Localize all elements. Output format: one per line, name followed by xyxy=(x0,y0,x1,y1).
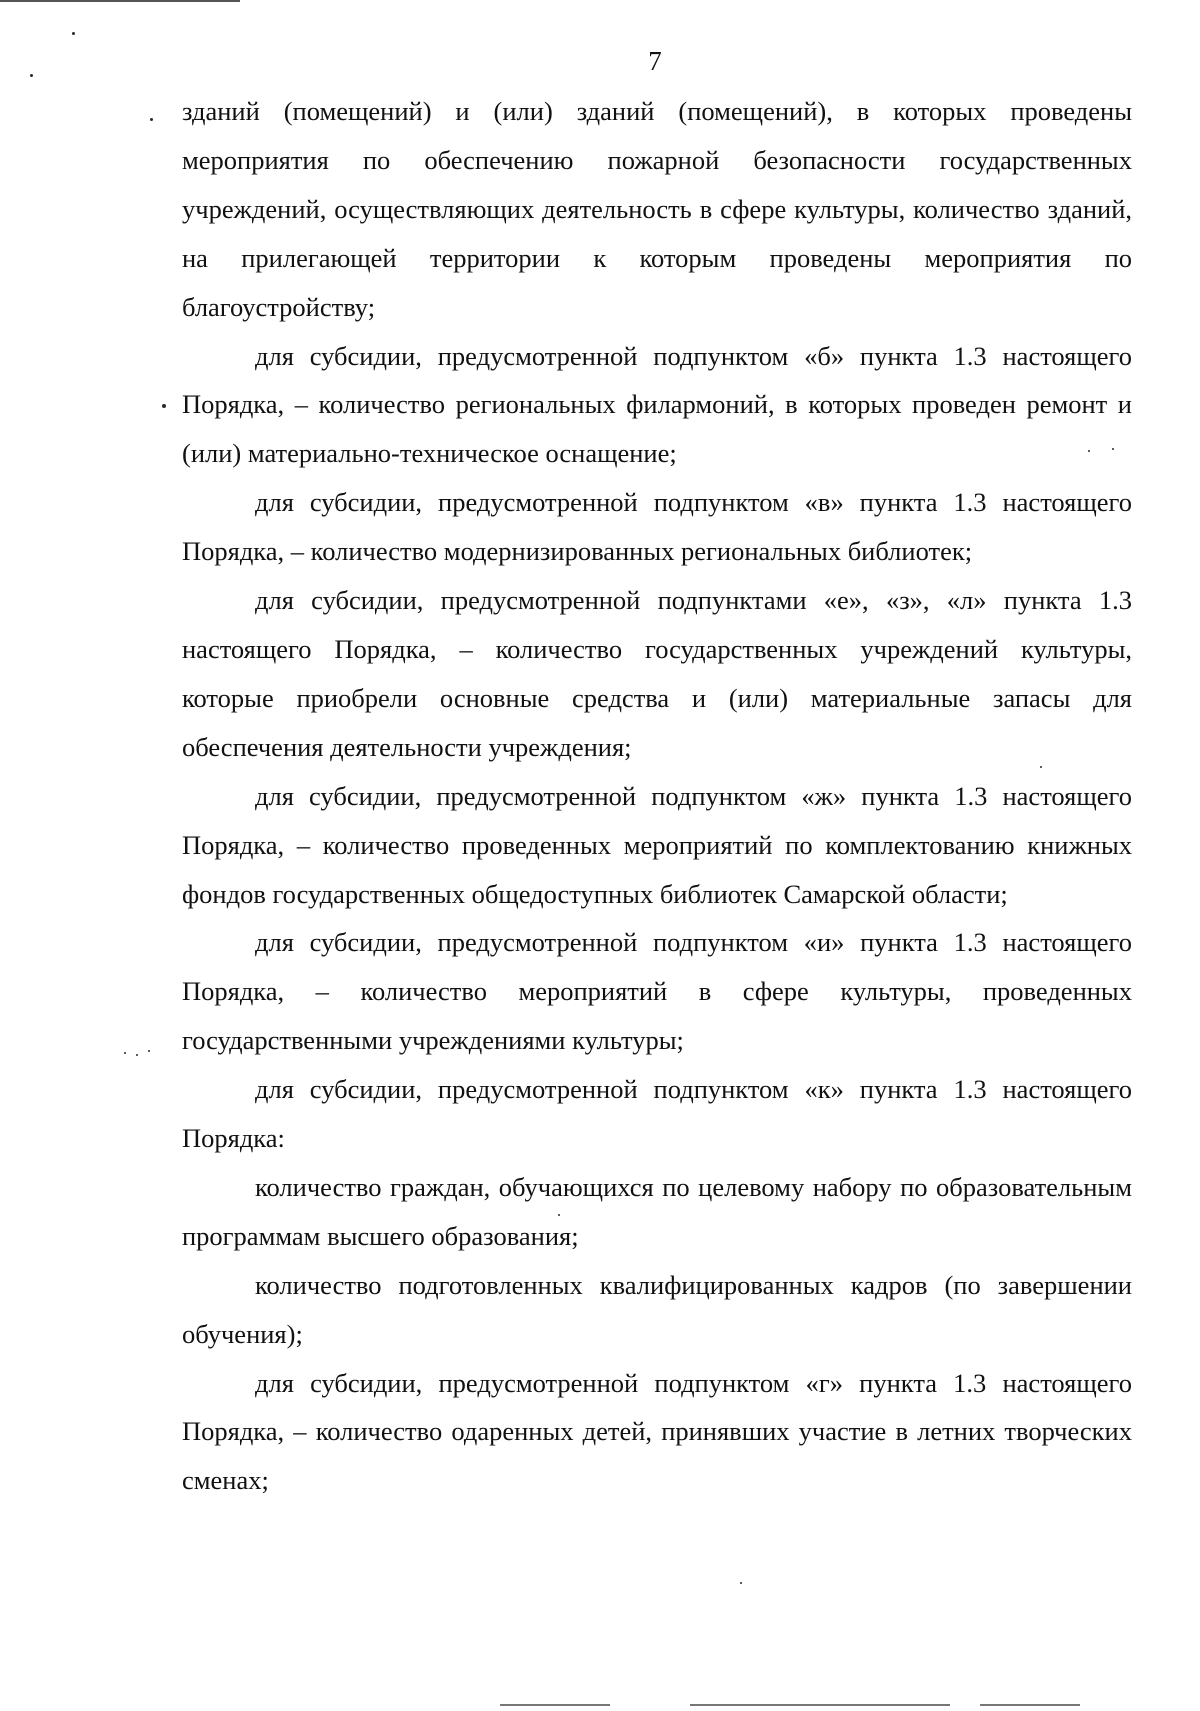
paragraph-subsidy-b: для субсидии, предусмотренной подпунктом «б» пункта 1.3 настоящего Порядка, – количество региональных филармоний, в которых проведен ремонт и (или) материально-техническое оснащение; xyxy=(182,340,1132,469)
paragraph-trained-personnel: количество подготовленных квалифицированных кадров (по завершении обучения); xyxy=(182,1269,1132,1349)
paragraph-subsidy-k: для субсидии, предусмотренной подпунктом «к» пункта 1.3 настоящего Порядка: xyxy=(182,1074,1132,1154)
scan-artifact-speck xyxy=(136,1054,138,1056)
scan-artifact-speck xyxy=(740,1582,742,1584)
scan-artifact-bottom-line xyxy=(980,1704,1080,1706)
paragraph-subsidy-v: для субсидии, предусмотренной подпунктом «в» пункта 1.3 настоящего Порядка, – количество модернизированных региональных библиотек; xyxy=(182,487,1132,567)
scan-artifact-bottom-line xyxy=(500,1704,610,1706)
paragraph-buildings-continuation: зданий (помещений) и (или) зданий (помещений), в которых проведены мероприятия по обеспечению пожарной безопасности государственных учреждений, осуществляющих деятельность в сфере культуры, количество зданий, на прилегающей территории к которым проведены мероприятия по благоустройству; xyxy=(182,96,1132,322)
scan-artifact-speck xyxy=(150,118,153,121)
scan-artifact-bottom-line xyxy=(690,1704,950,1706)
paragraph-subsidy-g: для субсидии, предусмотренной подпунктом «г» пункта 1.3 настоящего Порядка, – количество одаренных детей, принявших участие в летних творческих сменах; xyxy=(182,1367,1132,1496)
paragraph-target-enrollment: количество граждан, обучающихся по целевому набору по образовательным программам высшего образования; xyxy=(182,1171,1132,1251)
scan-artifact-speck xyxy=(148,1050,150,1052)
paragraph-subsidy-i: для субсидии, предусмотренной подпунктом «и» пункта 1.3 настоящего Порядка, – количество мероприятий в сфере культуры, проведенных государственными учреждениями культуры; xyxy=(182,927,1132,1056)
paragraph-subsidy-zh: для субсидии, предусмотренной подпунктом «ж» пункта 1.3 настоящего Порядка, – количество проведенных мероприятий по комплектованию книжных фондов государственных общедоступных библиотек Самарской области; xyxy=(182,780,1132,909)
scan-artifact-speck xyxy=(72,32,75,35)
page-number: 7 xyxy=(648,46,662,76)
document-body xyxy=(182,87,1132,1505)
scan-artifact-speck xyxy=(162,404,166,408)
scan-artifact-top-line xyxy=(0,0,240,2)
paragraph-subsidy-e-z-l: для субсидии, предусмотренной подпунктами «е», «з», «л» пункта 1.3 настоящего Порядка, – количество государственных учреждений культуры, которые приобрели основные средства и (или) материальные запасы для обеспечения деятельности учреждения; xyxy=(182,585,1132,762)
scan-artifact-speck xyxy=(124,1052,126,1054)
